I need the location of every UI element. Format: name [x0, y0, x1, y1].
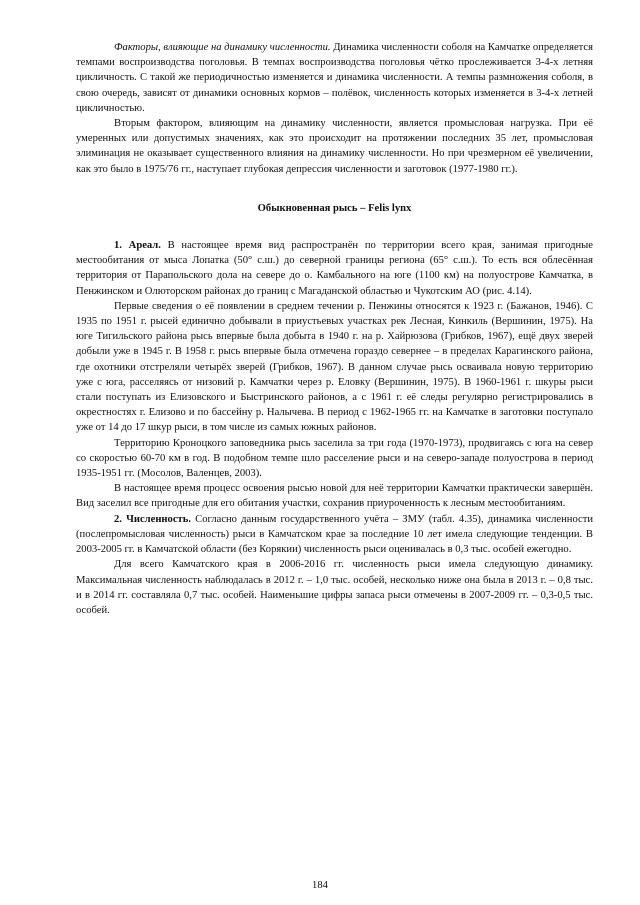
paragraph-hunting-pressure: Вторым фактором, влияющим на динамику численности, является промысловая нагрузка. При её умеренных или допустимых значениях, как это происходит на протяжении последних 35 лет, промысловая элиминация не оказывает существенного влияния на динамику численности. Но при чрезмерном её увеличении, как это было в 1975/76 гг., наступает глубокая депрессия численности и заготовок (1977-1980 гг.). — [76, 118, 593, 175]
page-body — [76, 40, 593, 618]
paragraph-range — [76, 238, 593, 299]
paragraph-lead-bold: 1. Ареал. — [114, 240, 161, 252]
paragraph-lead-bold: 2. Численность. — [114, 513, 191, 525]
paragraph-first-records: Первые сведения о её появлении в среднем течении р. Пенжины относятся к 1923 г. (Бажанов, 1946). С 1935 по 1951 г. рысей единично добывали в приустьевых участках рек Лесная, Кинкиль (Вершинин, 1975). На юге Тигильского района рысь впервые была добыта в 1940 г. на р. Хайрюзова (Грибков, 1967), ещё двух зверей добыли уже в 1945 г. В 1958 г. рысь впервые была отмечена гораздо севернее – в пределах Карагинского района, где охотники отстреляли четырёх зверей (Грибков, 1967). В данном случае рысь осваивала новую территорию уже с юга, расселяясь от низовий р. Камчатки через р. Еловку (Вершинин, 1975). В 1960-1961 г. шкуры рыси стали поступать из Елизовского и Быстринского районов, а с 1961 г. её следы регулярно регистрировались в окрестностях г. Елизово и по бассейну р. Налычева. В период с 1962-1965 гг. на Камчатке в заготовки поступало уже от 14 до 17 шкур рыси, в том числе из самых южных районов. — [76, 300, 593, 434]
paragraph-kronotsky-reserve: Территорию Кроноцкого заповедника рысь заселила за три года (1970-1973), продвигаясь с юга на север со скоростью 60-70 км в год. В подобном темпе шло расселение рыси и на северо-западе полуострова в период 1935-1951 гг. (Мосолов, Валенцев, 2003). — [76, 437, 593, 480]
paragraph-lead-italic: Факторы, влияющие на динамику численности. — [114, 42, 331, 53]
section-title: Обыкновенная рысь – Felis lynx — [257, 202, 412, 214]
paragraph-text: В настоящее время вид распространён по территории всего края, занимая пригодные местообитания от мыса Лопатка (50° с.ш.) до северной границы региона (65° с.ш.). То есть вся облесённая территория от Парапольского дола на севере до о. Камбального на юге (1100 км) на полуострове Камчатка, в Пенжинском и Олюторском районах до границ с Магаданской областью и Чукотским АО (рис. 4.14). — [76, 240, 593, 297]
paragraph-abundance — [76, 512, 593, 558]
paragraph-abundance-dynamics: Для всего Камчатского края в 2006-2016 гг. численность рыси имела следующую динамику. Максимальная численность наблюдалась в 2012 г. – 1,0 тыс. особей, несколько ниже она была в 2013 г. – 0,8 тыс. и в 2014 гг. составляла 0,7 тыс. особей. Наименьшие цифры запаса рыси отмечены в 2007-2009 гг. – 0,3-0,5 тыс. особей. — [76, 559, 593, 616]
page-number: 184 — [312, 880, 328, 891]
paragraph-dynamics-factors — [76, 40, 593, 116]
paragraph-text: Согласно данным государственного учёта – ЗМУ (табл. 4.35), динамика численности (послепромысловая численность) рыси в Камчатском крае за последние 10 лет имела следующие тенденции. В 2003-2005 гг. в Камчатской области (без Корякии) численность рыси оценивалась в 0,3 тыс. особей ежегодно. — [76, 513, 594, 556]
paragraph-current-status: В настоящее время процесс освоения рысью новой для неё территории Камчатки практически завершён. Вид заселил все пригодные для его обитания участки, сохранив приуроченность к лесным местообитаниям. — [76, 483, 593, 510]
paragraph-text: Динамика численности соболя на Камчатке определяется темпами воспроизводства поголовья. В темпах воспроизводства поголовья чётко прослеживается 3-4-х летняя цикличность. С такой же периодичностью изменяется и динамика численности. А темпы размножения соболя, в свою очередь, зависят от динамики основных кормов – полёвок, численность которых изменяется в 3-4-х летней цикличностью. — [76, 42, 593, 114]
